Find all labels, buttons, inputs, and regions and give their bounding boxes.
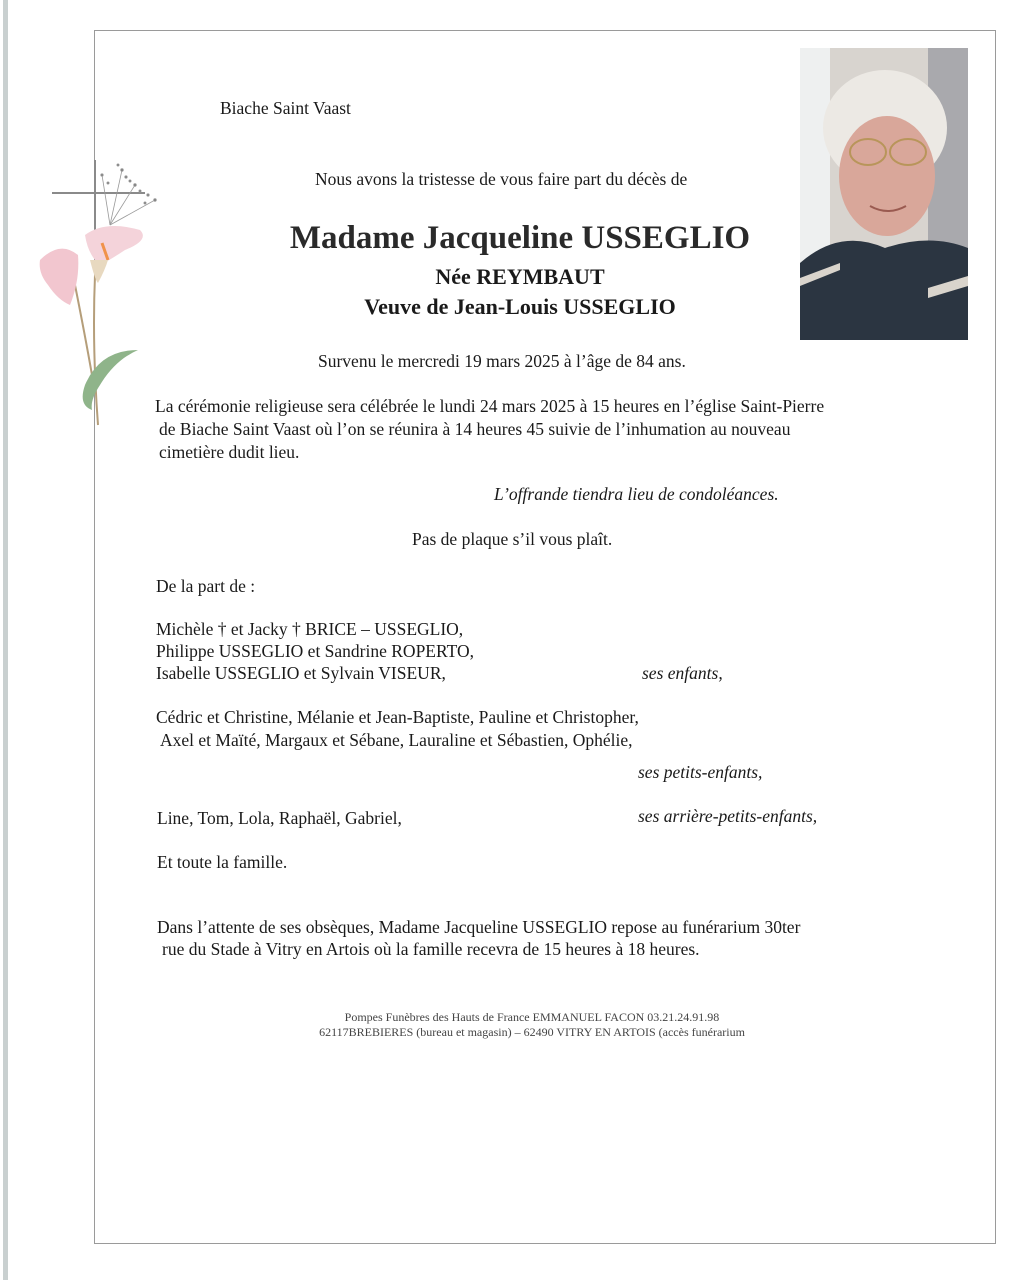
lily-flower-icon: [40, 226, 143, 305]
funeral-home-address: 62117BREBIERES (bureau et magasin) – 62490 VITRY EN ARTOIS (accès funérarium: [319, 1025, 745, 1039]
family-note: Et toute la famille.: [157, 852, 288, 872]
scan-edge: [3, 0, 8, 1280]
grandchild-entry: Axel et Maïté, Margaux et Sébane, Lauraline et Sébastien, Ophélie,: [160, 730, 633, 750]
grass-sprigs: [101, 164, 156, 225]
great-grandchildren: Line, Tom, Lola, Raphaël, Gabriel,: [157, 808, 402, 828]
great-grandchildren-label: ses arrière-petits-enfants,: [638, 806, 818, 826]
repose-line: Dans l’attente de ses obsèques, Madame Jacqueline USSEGLIO repose au funérarium 30ter: [157, 917, 801, 937]
leaf-icon: [83, 350, 138, 410]
offering-note: L’offrande tiendra lieu de condoléances.: [494, 484, 779, 504]
child-entry: Isabelle USSEGLIO et Sylvain VISEUR,: [156, 663, 446, 683]
intro-text: Nous avons la tristesse de vous faire part du décès de: [315, 169, 688, 189]
death-notice: Survenu le mercredi 19 mars 2025 à l’âge de 84 ans.: [318, 351, 686, 371]
deceased-name: Madame Jacqueline USSEGLIO: [289, 220, 751, 256]
cross-lily-illustration: [30, 155, 170, 435]
child-entry: Philippe USSEGLIO et Sandrine ROPERTO,: [156, 641, 474, 661]
widow-of: Veuve de Jean-Louis USSEGLIO: [364, 294, 676, 319]
grandchildren-label: ses petits-enfants,: [638, 762, 763, 782]
grandchild-entry: Cédric et Christine, Mélanie et Jean-Baptiste, Pauline et Christopher,: [156, 707, 639, 727]
maiden-name: Née REYMBAUT: [435, 264, 605, 289]
ceremony-line: de Biache Saint Vaast où l’on se réunira à 14 heures 45 suivie de l’inhumation au nouveau: [159, 419, 791, 439]
no-plaque-note: Pas de plaque s’il vous plaît.: [412, 529, 613, 549]
funeral-home-footer: Pompes Funèbres des Hauts de France EMMANUEL FACON 03.21.24.91.98: [344, 1010, 720, 1024]
repose-line: rue du Stade à Vitry en Artois où la famille recevra de 15 heures à 18 heures.: [162, 939, 700, 959]
location: Biache Saint Vaast: [220, 98, 351, 118]
from-label: De la part de :: [156, 576, 256, 596]
children-label: ses enfants,: [642, 663, 723, 683]
ceremony-line: La cérémonie religieuse sera célébrée le lundi 24 mars 2025 à 15 heures en l’église Saint-Pierre: [155, 396, 825, 416]
child-entry: Michèle † et Jacky † BRICE – USSEGLIO,: [156, 619, 464, 639]
ceremony-line: cimetière dudit lieu.: [159, 442, 300, 462]
